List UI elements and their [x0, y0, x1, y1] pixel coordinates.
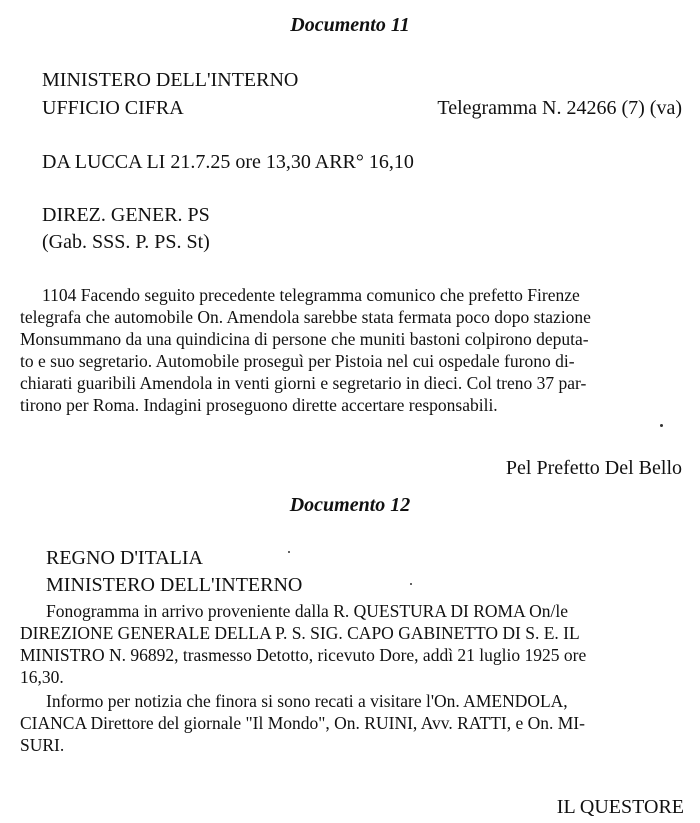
scan-speck [288, 551, 290, 553]
doc12-para2-line: CIANCA Direttore del giornale "Il Mondo", On. RUINI, Avv. RATTI, e On. MI- [20, 713, 585, 733]
doc12-kingdom: REGNO D'ITALIA [46, 547, 203, 569]
doc11-recipient-line1: DIREZ. GENER. PS [42, 204, 210, 226]
doc12-para1-line: DIREZIONE GENERALE DELLA P. S. SIG. CAPO GABINETTO DI S. E. IL [20, 623, 580, 643]
doc12-para2-line: SURI. [20, 735, 65, 755]
doc11-body-line: 1104 Facendo seguito precedente telegramma comunico che prefetto Firenze [42, 285, 580, 305]
doc11-title: Documento 11 [290, 14, 410, 36]
doc11-origin-line: DA LUCCA LI 21.7.25 ore 13,30 ARR° 16,10 [42, 151, 414, 173]
doc12-ministry: MINISTERO DELL'INTERNO [46, 574, 303, 596]
doc11-body-line: chiarati guaribili Amendola in venti giorni e segretario in dieci. Col treno 37 par- [20, 373, 587, 393]
doc11-body-line: to e suo segretario. Automobile proseguì per Pistoia nel cui ospedale furono di- [20, 351, 575, 371]
doc12-para2-line: Informo per notizia che finora si sono recati a visitare l'On. AMENDOLA, [46, 691, 568, 711]
doc11-office: UFFICIO CIFRA [42, 97, 184, 119]
doc11-telegram-number: Telegramma N. 24266 (7) (va) [437, 97, 682, 119]
doc11-recipient-line2: (Gab. SSS. P. PS. St) [42, 231, 210, 253]
scan-speck [660, 424, 663, 427]
doc12-para1-line: Fonogramma in arrivo proveniente dalla R. QUESTURA DI ROMA On/le [46, 601, 569, 621]
doc12-signature: IL QUESTORE [556, 796, 684, 818]
doc11-body-line: tirono per Roma. Indagini proseguono dirette accertare responsabili. [20, 395, 498, 415]
doc11-ministry: MINISTERO DELL'INTERNO [42, 69, 299, 91]
scan-speck [410, 583, 412, 585]
doc11-body-line: telegrafa che automobile On. Amendola sarebbe stata fermata poco dopo stazione [20, 307, 591, 327]
doc11-signature: Pel Prefetto Del Bello [505, 457, 682, 479]
doc11-body-line: Monsummano da una quindicina di persone che muniti bastoni colpirono deputa- [20, 329, 589, 349]
doc12-para1-line: 16,30. [20, 667, 64, 687]
doc12-title: Documento 12 [289, 494, 411, 516]
doc12-para1-line: MINISTRO N. 96892, trasmesso Detotto, ricevuto Dore, addì 21 luglio 1925 ore [20, 645, 587, 665]
